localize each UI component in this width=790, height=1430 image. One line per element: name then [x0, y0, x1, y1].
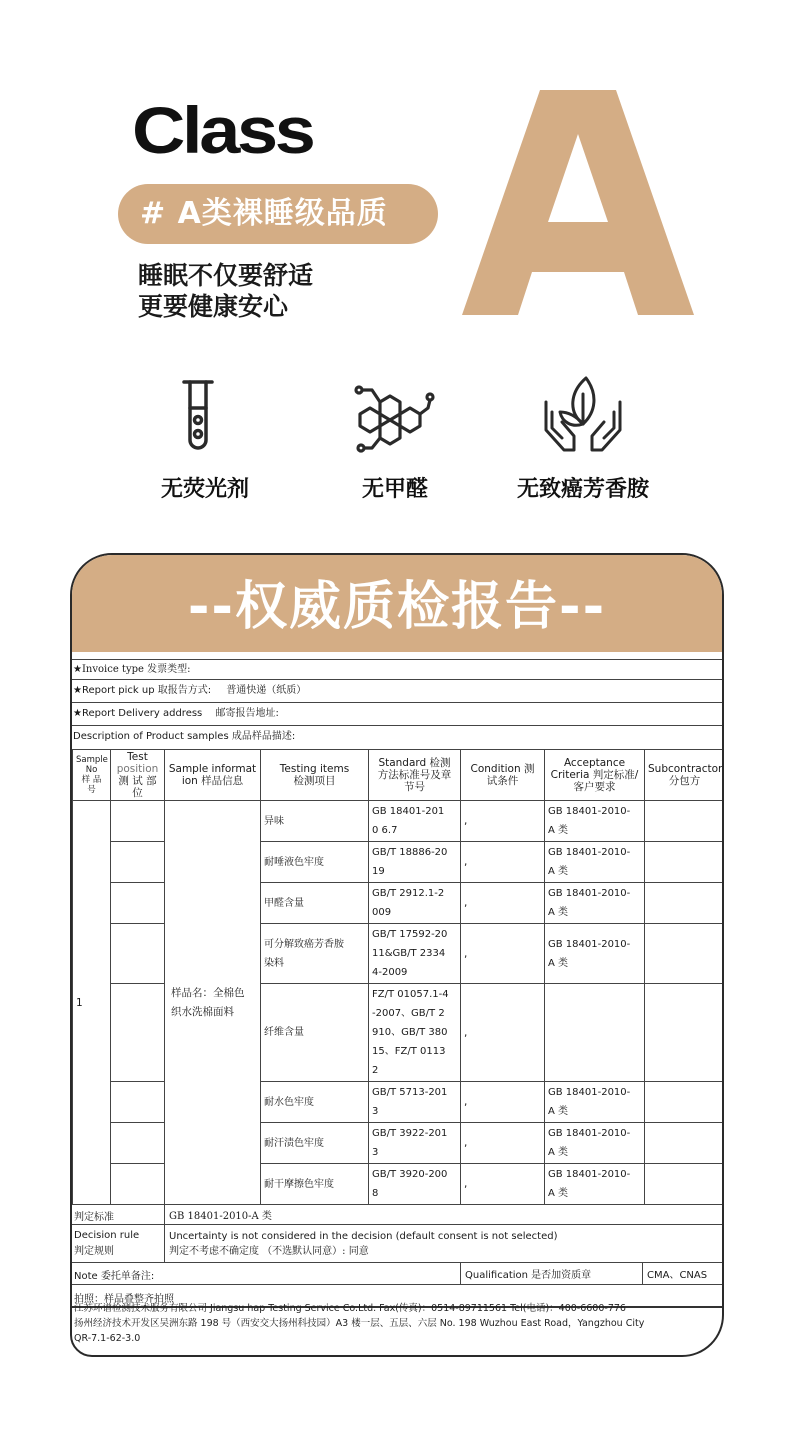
- standard-text: GB/T 3920-200: [372, 1169, 448, 1180]
- testing-item-text: 耐干摩擦色牢度: [264, 1178, 334, 1190]
- judgement-row: [72, 1205, 724, 1225]
- testing-item-cell: [261, 801, 369, 842]
- testing-item-cell: [261, 842, 369, 883]
- standard-cell: [369, 801, 461, 842]
- decision-label-cn: 判定规则: [74, 1246, 114, 1257]
- standard-text: 910、GB/T 380: [372, 1027, 448, 1038]
- subcontractor-cell: [645, 984, 725, 1082]
- delivery-address-value: 邮寄报告地址:: [215, 708, 279, 719]
- condition-cell: ,: [461, 1123, 545, 1164]
- report-pickup-value: 普通快递（纸质）: [226, 685, 307, 696]
- note-row: [72, 1263, 724, 1285]
- decision-label: [74, 1228, 139, 1260]
- standard-cell: [369, 1164, 461, 1205]
- standard-text: FZ/T 01057.1-4: [372, 989, 449, 1000]
- acceptance-text: A 类: [548, 1147, 569, 1158]
- judgement-label: 判定标准: [74, 1212, 114, 1223]
- acceptance-text: GB 18401-2010-: [548, 888, 631, 899]
- feature-no-fluorescent: [100, 372, 310, 503]
- sample-info-line: 样品名：全棉色: [171, 986, 245, 999]
- col-text: Test: [127, 751, 148, 763]
- testing-item-text: 耐唾液色牢度: [264, 856, 324, 868]
- standard-text: 0 6.7: [372, 825, 398, 836]
- testing-item-cell: [261, 924, 369, 984]
- acceptance-cell: [545, 883, 645, 924]
- decision-row: [72, 1225, 724, 1263]
- standard-text: 3: [372, 1147, 379, 1158]
- feature-no-formaldehyde: [290, 372, 500, 503]
- acceptance-text: A 类: [548, 825, 569, 836]
- col-sample-no: [73, 750, 111, 801]
- report-document: [72, 652, 724, 1308]
- feature-label: 无荧光剂: [160, 477, 249, 502]
- col-text: Criteria 判定标准/: [550, 769, 639, 781]
- description-row: [72, 726, 724, 749]
- test-position-cell: [111, 924, 165, 984]
- subcontractor-cell: [645, 1164, 725, 1205]
- testing-item-cell: [261, 883, 369, 924]
- feature-list: [0, 372, 790, 512]
- condition-cell: ,: [461, 1164, 545, 1205]
- test-position-cell: [111, 801, 165, 842]
- acceptance-text: GB 18401-2010-: [548, 938, 631, 950]
- condition-cell: ,: [461, 883, 545, 924]
- standard-text: 4-2009: [372, 967, 408, 978]
- acceptance-text: A 类: [548, 1106, 569, 1117]
- acceptance-cell: [545, 984, 645, 1082]
- decision-value-cn: 判定不考虑不确定度 （不选默认同意）: 同意: [169, 1245, 369, 1257]
- test-position-cell: [111, 883, 165, 924]
- col-text: 样 品: [81, 775, 102, 785]
- condition-cell: ,: [461, 924, 545, 984]
- acceptance-text: GB 18401-2010-: [548, 1169, 631, 1180]
- lab-footer: [72, 1301, 724, 1346]
- standard-cell: [369, 883, 461, 924]
- invoice-type-row: [72, 660, 724, 680]
- report-footer-fields: [72, 1205, 724, 1308]
- quality-badge: # A类裸睡级品质: [118, 184, 438, 244]
- test-position-cell: [111, 1082, 165, 1123]
- testing-item-text: 染料: [264, 957, 284, 969]
- inspection-report-card: [70, 553, 724, 1357]
- testing-item-text: 可分解致癌芳香胺: [264, 938, 344, 950]
- decision-label-en: Decision rule: [74, 1230, 140, 1241]
- testing-item-cell: [261, 1164, 369, 1205]
- col-text: 试条件: [486, 775, 519, 787]
- col-text: Testing items: [279, 763, 350, 775]
- acceptance-cell: [545, 1082, 645, 1123]
- feature-no-aromatic-amine: [478, 372, 688, 503]
- report-pickup-label: ★Report pick up 取报告方式:: [73, 685, 212, 696]
- col-subcontractor: [645, 750, 725, 801]
- standard-text: 15、FZ/T 0113: [372, 1046, 446, 1057]
- sample-number-cell: 1: [73, 801, 111, 1205]
- col-text: 分包方: [668, 775, 701, 787]
- description-label: Description of Product samples 成品样品描述:: [73, 731, 296, 742]
- standard-text: GB 18401-201: [372, 806, 445, 817]
- test-position-cell: [111, 842, 165, 883]
- qualification-value: CMA、CNAS: [642, 1263, 711, 1284]
- standard-cell: [369, 1123, 461, 1164]
- tagline: [138, 260, 313, 322]
- sample-info-line: 织水洗棉面料: [171, 1005, 234, 1018]
- standard-text: 8: [372, 1188, 379, 1199]
- col-acceptance: [545, 750, 645, 801]
- col-text: 位: [132, 787, 143, 799]
- report-top-rule: [72, 652, 724, 660]
- col-text: 节号: [404, 781, 425, 793]
- col-testing-items: [261, 750, 369, 801]
- condition-cell: ,: [461, 842, 545, 883]
- photo-note: 拍照：样品叠整齐拍照: [74, 1294, 174, 1305]
- standard-text: GB/T 2912.1-2: [372, 888, 445, 899]
- col-text: Standard 检测: [378, 757, 451, 769]
- invoice-type-label: ★Invoice type 发票类型:: [73, 664, 191, 675]
- col-text: 测 试 部: [118, 775, 157, 787]
- condition-cell: ,: [461, 984, 545, 1082]
- lab-footer-line-1: 江苏环谱检测技术服务有限公司 Jiangsu hap Testing Service Co.Ltd. Fax(传真)：0514-89711561 Tel(电话)：400-6600-776: [74, 1303, 626, 1314]
- testing-item-text: 纤维含量: [264, 1027, 304, 1038]
- col-text: 号: [87, 785, 96, 795]
- acceptance-text: A 类: [548, 866, 569, 877]
- delivery-address-row: [72, 703, 724, 726]
- col-text: Acceptance: [563, 757, 626, 769]
- standard-text: GB/T 5713-201: [372, 1087, 448, 1098]
- subcontractor-cell: [645, 1123, 725, 1164]
- standard-cell: [369, 924, 461, 984]
- testing-item-cell: [261, 1123, 369, 1164]
- lab-footer-line-3: QR-7.1-62-3.0: [74, 1333, 141, 1344]
- testing-item-text: 甲醛含量: [264, 897, 304, 909]
- table-row: [73, 801, 725, 842]
- hands-leaf-icon: [538, 372, 628, 462]
- test-position-cell: [111, 1164, 165, 1205]
- note-label: Note 委托单备注:: [74, 1271, 155, 1282]
- testing-item-text: 耐汗渍色牢度: [264, 1137, 324, 1149]
- acceptance-text: GB 18401-2010-: [548, 1128, 631, 1139]
- subcontractor-cell: [645, 842, 725, 883]
- subcontractor-cell: [645, 801, 725, 842]
- col-text: Sample informat: [168, 763, 257, 775]
- acceptance-text: A 类: [548, 957, 569, 969]
- testing-item-text: 耐水色牢度: [264, 1096, 314, 1108]
- col-text: position: [116, 763, 159, 775]
- acceptance-text: A 类: [548, 907, 569, 918]
- test-position-cell: [111, 1123, 165, 1164]
- grade-a-letter: [462, 90, 694, 315]
- standard-text: 009: [372, 907, 392, 918]
- testing-item-cell: [261, 1082, 369, 1123]
- standard-cell: [369, 1082, 461, 1123]
- standard-text: 3: [372, 1106, 379, 1117]
- tagline-line-2: 更要健康安心: [138, 292, 289, 321]
- class-heading: Class: [132, 93, 313, 167]
- standard-text: GB/T 17592-20: [372, 929, 448, 940]
- acceptance-cell: [545, 842, 645, 883]
- standard-text: 2: [372, 1065, 379, 1076]
- acceptance-text: A 类: [548, 1188, 569, 1199]
- col-text: Condition 测: [470, 763, 535, 775]
- acceptance-cell: [545, 1164, 645, 1205]
- decision-value-en: Uncertainty is not considered in the decision (default consent is not selected): [169, 1230, 558, 1242]
- col-text: ion 样品信息: [181, 775, 244, 787]
- condition-cell: ,: [461, 1082, 545, 1123]
- test-position-cell: [111, 984, 165, 1082]
- testing-item-text: 异味: [264, 815, 284, 827]
- testing-item-cell: [261, 984, 369, 1082]
- acceptance-text: GB 18401-2010-: [548, 1087, 631, 1098]
- subcontractor-cell: [645, 1082, 725, 1123]
- feature-label: 无甲醛: [361, 477, 428, 502]
- col-text: Subcontractor: [648, 763, 723, 775]
- lab-footer-line-2: 扬州经济技术开发区吴洲东路 198 号（西安交大扬州科技园）A3 楼一层、五层、六层 No. 198 Wuzhou East Road，Yangzhou City: [74, 1318, 645, 1329]
- acceptance-text: GB 18401-2010-: [548, 806, 631, 817]
- acceptance-cell: [545, 801, 645, 842]
- standard-cell: [369, 984, 461, 1082]
- condition-cell: ,: [461, 801, 545, 842]
- col-text: 客户要求: [573, 781, 616, 793]
- feature-label: 无致癌芳香胺: [516, 477, 649, 502]
- subcontractor-cell: [645, 883, 725, 924]
- col-sample-info: [165, 750, 261, 801]
- col-standard: [369, 750, 461, 801]
- standard-text: -2007、GB/T 2: [372, 1008, 445, 1019]
- report-pickup-row: [72, 680, 724, 703]
- standard-text: 11&GB/T 2334: [372, 948, 446, 959]
- test-tube-icon: [160, 372, 250, 462]
- test-items-table: [72, 749, 724, 1205]
- sample-info-cell: [165, 801, 261, 1205]
- tagline-line-1: 睡眠不仅要舒适: [138, 261, 314, 290]
- qualification-label: Qualification 是否加资质章: [460, 1263, 595, 1284]
- col-condition: [461, 750, 545, 801]
- standard-text: 19: [372, 866, 385, 877]
- acceptance-cell: [545, 924, 645, 984]
- decision-value: [164, 1225, 561, 1262]
- col-test-position: [111, 750, 165, 801]
- acceptance-cell: [545, 1123, 645, 1164]
- standard-cell: [369, 842, 461, 883]
- judgement-value: GB 18401-2010-A 类: [164, 1205, 276, 1224]
- molecule-icon: [350, 372, 440, 462]
- test-items-body: [73, 801, 725, 1205]
- report-heading: --权威质检报告--: [72, 555, 722, 652]
- subcontractor-cell: [645, 924, 725, 984]
- standard-text: GB/T 3922-201: [372, 1128, 448, 1139]
- delivery-address-label: ★Report Delivery address: [73, 708, 203, 719]
- col-text: No: [85, 765, 98, 775]
- acceptance-text: GB 18401-2010-: [548, 847, 631, 858]
- standard-text: GB/T 18886-20: [372, 847, 448, 858]
- col-text: Sample: [76, 755, 108, 765]
- col-text: 方法标准号及章: [377, 769, 452, 781]
- col-text: 检测项目: [293, 775, 336, 787]
